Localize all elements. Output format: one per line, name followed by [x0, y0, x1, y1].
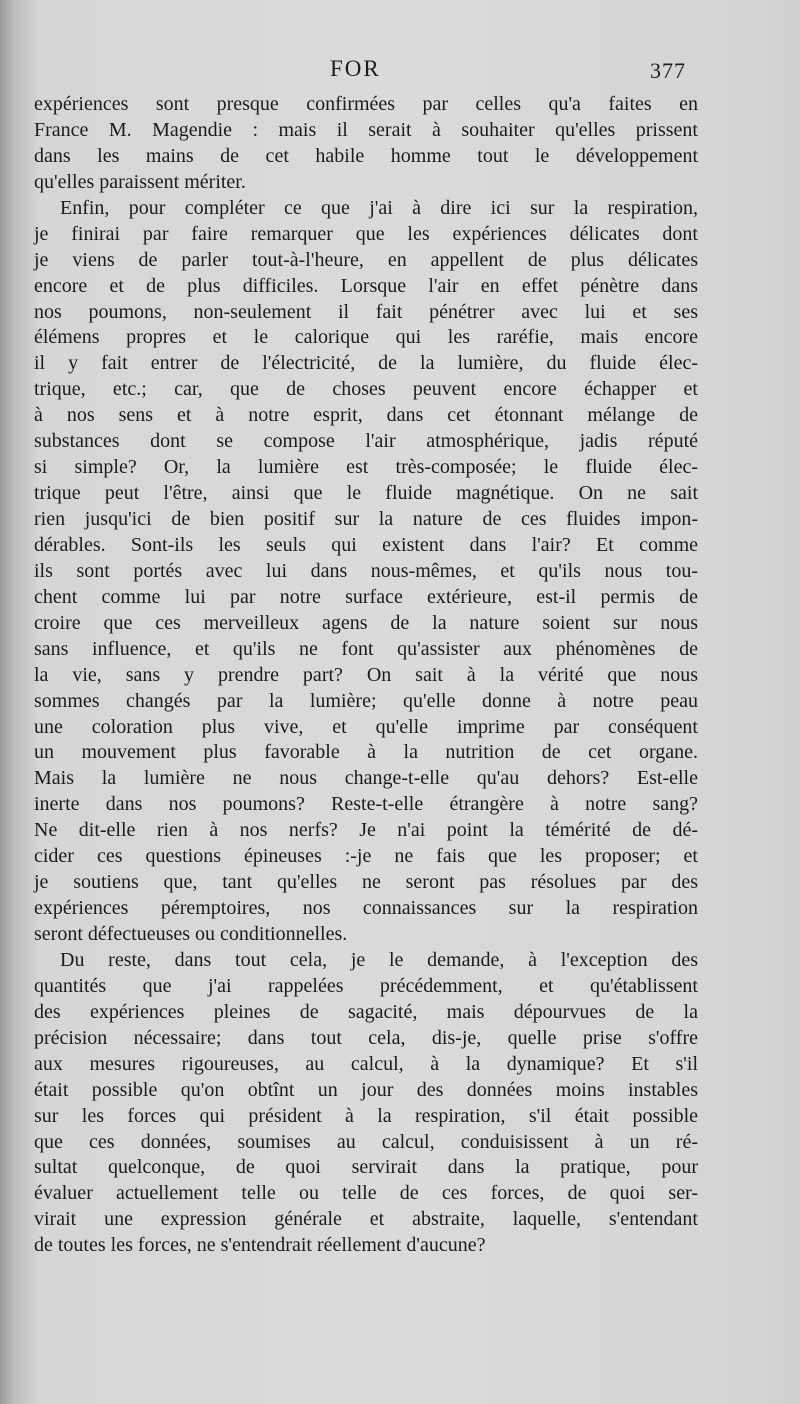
paragraph: [34, 92, 698, 196]
text-line: était possible qu'on obtînt un jour des données moins instables: [34, 1078, 698, 1101]
text-line: expériences sont presque confirmées par celles qu'a faites en: [34, 93, 698, 115]
text-line: France M. Magendie : mais il serait à souhaiter qu'elles prissent: [34, 118, 698, 141]
text-line: sans influence, et qu'ils ne font qu'assister aux phénomènes de: [34, 637, 698, 660]
text-line: cider ces questions épineuses :-je ne fais que les proposer; et: [34, 845, 698, 868]
page-header: [0, 56, 800, 88]
text-line: de toutes les forces, ne s'entendrait réellement d'aucune?: [34, 1234, 486, 1257]
text-line: sultat quelconque, de quoi servirait dans la pratique, pour: [34, 1156, 698, 1179]
text-line: je soutiens que, tant qu'elles ne seront pas résolues par des: [34, 871, 698, 894]
text-line: si simple? Or, la lumière est très-composée; le fluide élec-: [34, 456, 698, 479]
text-line: des expériences pleines de sagacité, mais dépourvues de la: [34, 1000, 698, 1023]
text-line: je finirai par faire remarquer que les expériences délicates dont: [34, 222, 698, 245]
text-line: croire que ces merveilleux agens de la nature soient sur nous: [34, 611, 698, 634]
text-line: une coloration plus vive, et qu'elle imprime par conséquent: [34, 715, 698, 738]
text-line: seront défectueuses ou conditionnelles.: [34, 923, 348, 945]
page-number: 377: [650, 58, 686, 83]
text-line: encore et de plus difficiles. Lorsque l'air en effet pénètre dans: [34, 274, 698, 297]
running-title: FOR: [330, 56, 381, 81]
paragraph: [34, 948, 698, 1259]
text-line: il y fait entrer de l'électricité, de la lumière, du fluide élec-: [34, 352, 698, 375]
text-line: Ne dit-elle rien à nos nerfs? Je n'ai point la témérité de dé-: [34, 819, 698, 842]
text-line: aux mesures rigoureuses, au calcul, à la dynamique? Et s'il: [34, 1052, 698, 1075]
text-line: inerte dans nos poumons? Reste-t-elle étrangère à notre sang?: [34, 793, 698, 816]
text-line: dans les mains de cet habile homme tout le développement: [34, 144, 698, 167]
text-line: dérables. Sont-ils les seuls qui existent dans l'air? Et comme: [34, 533, 698, 556]
text-line: que ces données, soumises au calcul, conduisissent à un ré-: [34, 1130, 698, 1153]
text-line: Mais la lumière ne nous change-t-elle qu'au dehors? Est-elle: [34, 767, 698, 790]
text-line: je viens de parler tout-à-l'heure, en appellent de plus délicates: [34, 248, 698, 271]
text-line: précision nécessaire; dans tout cela, dis-je, quelle prise s'offre: [34, 1026, 698, 1049]
text-line: la vie, sans y prendre part? On sait à la vérité que nous: [34, 663, 698, 686]
paragraph: [34, 196, 698, 948]
text-line: Du reste, dans tout cela, je le demande, à l'exception des: [60, 948, 698, 971]
text-line: qu'elles paraissent mériter.: [34, 170, 246, 193]
text-line: ils sont portés avec lui dans nous-mêmes, et qu'ils nous tou-: [34, 559, 698, 582]
text-line: quantités que j'ai rappelées précédemment, et qu'établissent: [34, 974, 698, 997]
text-line: un mouvement plus favorable à la nutrition de cet organe.: [34, 741, 698, 764]
text-line: à nos sens et à notre esprit, dans cet étonnant mélange de: [34, 404, 698, 427]
text-line: élémens propres et le calorique qui les raréfie, mais encore: [34, 326, 698, 349]
text-line: substances dont se compose l'air atmosphérique, jadis réputé: [34, 430, 698, 453]
text-line: trique, etc.; car, que de choses peuvent encore échapper et: [34, 378, 698, 401]
text-line: nos poumons, non-seulement il fait pénétrer avec lui et ses: [34, 300, 698, 323]
text-line: Enfin, pour compléter ce que j'ai à dire ici sur la respiration,: [60, 196, 698, 219]
text-line: rien jusqu'ici de bien positif sur la nature de ces fluides impon-: [34, 508, 698, 530]
text-line: évaluer actuellement telle ou telle de ces forces, de quoi ser-: [34, 1182, 698, 1205]
text-line: sur les forces qui président à la respiration, s'il était possible: [34, 1104, 698, 1127]
text-line: trique peut l'être, ainsi que le fluide magnétique. On ne sait: [34, 482, 698, 505]
text-line: virait une expression générale et abstraite, laquelle, s'entendant: [34, 1208, 698, 1231]
text-line: expériences péremptoires, nos connaissances sur la respiration: [34, 897, 698, 920]
text-line: chent comme lui par notre surface extérieure, est-il permis de: [34, 585, 698, 608]
text-line: sommes changés par la lumière; qu'elle donne à notre peau: [34, 689, 698, 712]
body-text: [34, 92, 698, 1259]
